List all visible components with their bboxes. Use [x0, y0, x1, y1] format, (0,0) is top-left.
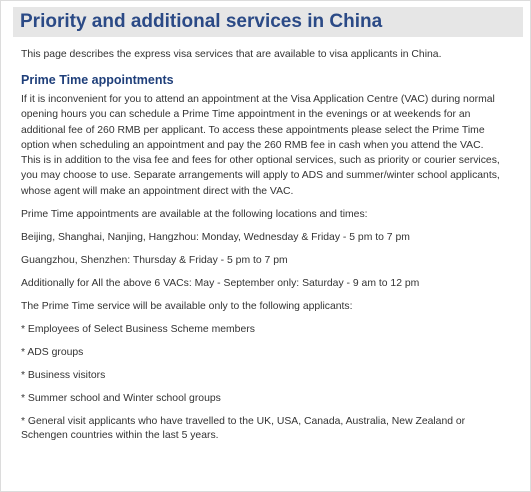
paragraph-line: If it is inconvenient for you to attend an appointment at the Visa Application Centre (VAC) during normal — [21, 94, 495, 105]
paragraph-line: additional fee of 260 RMB per applicant. To access these appointments please select the Prime Time — [21, 124, 485, 136]
schedule-line: Guangzhou, Shenzhen: Thursday & Friday - 5 pm to 7 pm — [21, 255, 288, 267]
paragraph-line: opening hours you can schedule a Prime Time appointment in the evenings or at weekends for an — [21, 109, 471, 121]
schedule-line: Beijing, Shanghai, Nanjing, Hangzhou: Monday, Wednesday & Friday - 5 pm to 7 pm — [21, 232, 410, 244]
title-bar — [13, 7, 523, 37]
applicant-item-line: Schengen countries within the last 5 years. — [21, 430, 219, 442]
locations-intro: Prime Time appointments are available at the following locations and times: — [21, 209, 368, 221]
prime-time-paragraph — [21, 92, 526, 199]
applicant-item: * Employees of Select Business Scheme members — [21, 324, 255, 336]
applicants-intro: The Prime Time service will be available only to the following applicants: — [21, 301, 353, 313]
paragraph-line: option when scheduling an appointment and pay the 260 RMB fee in cash when you attend the VAC. — [21, 139, 484, 151]
applicant-item: * ADS groups — [21, 347, 84, 359]
paragraph-line: This is in addition to the visa fee and fees for other optional services, such as priority or courier services, — [21, 155, 500, 167]
paragraph-line: whose agent will make an appointment direct with the VAC. — [21, 185, 294, 197]
paragraph-line: you may choose to use. Separate arrangements will apply to ADS and summer/winter school applicants, — [21, 170, 500, 182]
schedule-line: Additionally for All the above 6 VACs: May - September only: Saturday - 9 am to 12 pm — [21, 278, 420, 290]
page-title: Priority and additional services in China — [20, 11, 383, 32]
applicant-item-line: * General visit applicants who have travelled to the UK, USA, Canada, Australia, New Zealand or — [21, 416, 466, 428]
applicant-item-general — [21, 415, 526, 443]
applicant-item: * Business visitors — [21, 370, 106, 382]
applicant-item: * Summer school and Winter school groups — [21, 393, 221, 405]
content — [21, 45, 526, 443]
intro-text: This page describes the express visa services that are available to visa applicants in China. — [21, 49, 442, 60]
section-heading: Prime Time appointments — [21, 73, 174, 87]
